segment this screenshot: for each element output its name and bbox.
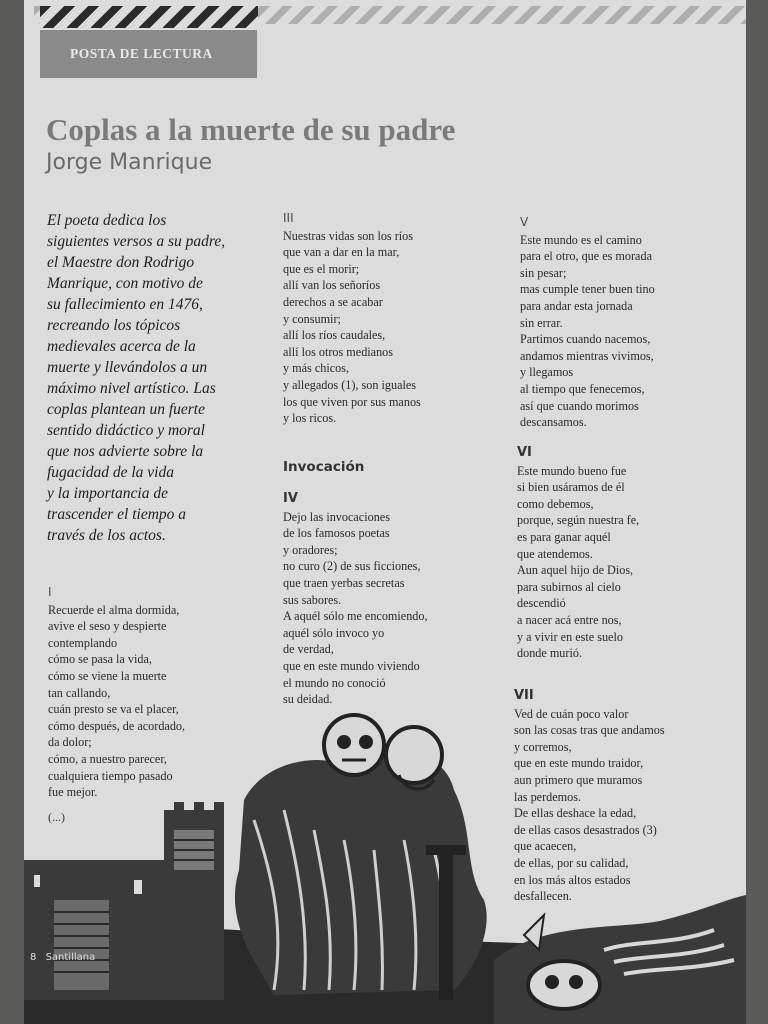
page-title: Coplas a la muerte de su padre bbox=[46, 112, 456, 147]
verse-line: los que viven por sus manos bbox=[283, 394, 421, 409]
verse-line: mas cumple tener buen tino bbox=[520, 282, 655, 297]
verse-line: así que cuando morimos bbox=[520, 398, 639, 413]
verse-line: sus sabores. bbox=[283, 592, 342, 607]
stanza-3 bbox=[283, 210, 421, 427]
verse-line: y corremos, bbox=[514, 739, 572, 754]
verse-line: es para ganar aquél bbox=[517, 529, 611, 544]
verse-line: aun primero que muramos bbox=[514, 772, 643, 787]
verse-line: su deidad. bbox=[283, 692, 333, 707]
intro-line: y la importancia de bbox=[47, 485, 168, 502]
verse-line: en los más altos estados bbox=[514, 872, 631, 887]
stanza-6 bbox=[517, 445, 639, 662]
intro-line: medievales acerca de la bbox=[47, 338, 196, 355]
verse-line: a nacer acá entre nos, bbox=[517, 612, 622, 627]
verse-line: las perdemos. bbox=[514, 789, 582, 804]
intro-line: trascender el tiempo a bbox=[47, 506, 187, 523]
book-page bbox=[24, 0, 746, 1024]
verse-line: de los famosos poetas bbox=[283, 526, 390, 541]
intro-line: coplas plantean un fuerte bbox=[47, 401, 205, 418]
verse-line: fue mejor. bbox=[48, 785, 98, 800]
castle-illustration bbox=[24, 802, 224, 1000]
verse-line: andamos mientras vivimos, bbox=[520, 348, 654, 363]
verse-line: como debemos, bbox=[517, 496, 594, 511]
verse-line: sin pesar; bbox=[520, 265, 567, 280]
verse-line: A aquél sólo me encomiendo, bbox=[283, 609, 428, 624]
verse-line: avive el seso y despierte bbox=[48, 619, 167, 634]
intro-line: fugacidad de la vida bbox=[47, 464, 174, 481]
stanza-5 bbox=[520, 214, 655, 431]
verse-line: cómo se pasa la vida, bbox=[48, 652, 152, 667]
publisher-name: Santillana bbox=[45, 952, 96, 963]
verse-line: que es el morir; bbox=[283, 261, 360, 276]
verse-line: da dolor; bbox=[48, 735, 92, 750]
stanza-number: III bbox=[283, 211, 294, 225]
header-stripes-dark bbox=[40, 6, 258, 28]
verse-line: Recuerde el alma dormida, bbox=[48, 602, 180, 617]
verse-line: al tiempo que fenecemos, bbox=[520, 381, 645, 396]
intro-line: máximo nivel artístico. Las bbox=[47, 380, 216, 397]
stanza-number: V bbox=[520, 215, 529, 229]
verse-line: y consumir; bbox=[283, 311, 341, 326]
ellipsis: (...) bbox=[48, 809, 65, 824]
verse-line: Este mundo es el camino bbox=[520, 232, 642, 247]
skeleton-illustration bbox=[494, 895, 746, 1024]
verse-line: y allegados (1), son iguales bbox=[283, 377, 417, 392]
verse-line: cómo, a nuestro parecer, bbox=[48, 751, 167, 766]
verse-line: y a vivir en este suelo bbox=[517, 629, 623, 644]
intro-text bbox=[47, 210, 267, 546]
verse-line: donde murió. bbox=[517, 646, 582, 661]
verse-line: descansamos. bbox=[520, 415, 587, 430]
death-figure-illustration bbox=[235, 715, 487, 1000]
danse-macabre-illustration bbox=[24, 700, 746, 1024]
verse-line: contemplando bbox=[48, 635, 118, 650]
verse-line: Ved de cuán poco valor bbox=[514, 706, 629, 721]
verse-line: y los ricos. bbox=[283, 411, 337, 426]
verse-line: y llegamos bbox=[520, 365, 574, 380]
verse-line: Aun aquel hijo de Dios, bbox=[517, 563, 634, 578]
intro-line: su fallecimiento en 1476, bbox=[47, 296, 203, 313]
intro-line: través de los actos. bbox=[47, 527, 166, 544]
verse-line: no curo (2) de sus ficciones, bbox=[283, 559, 421, 574]
verse-line: aquél sólo invoco yo bbox=[283, 625, 385, 640]
verse-line: para el otro, que es morada bbox=[520, 249, 652, 264]
verse-line: Este mundo bueno fue bbox=[517, 463, 627, 478]
stanza-number: IV bbox=[283, 491, 298, 506]
verse-line: son las cosas tras que andamos bbox=[514, 723, 665, 738]
verse-line: que acaecen, bbox=[514, 839, 577, 854]
verse-line: que traen yerbas secretas bbox=[283, 575, 405, 590]
verse-line: que atendemos. bbox=[517, 546, 593, 561]
verse-line: que en este mundo viviendo bbox=[283, 658, 420, 673]
verse-line: y oradores; bbox=[283, 542, 338, 557]
verse-line: descendió bbox=[517, 596, 566, 611]
verse-line: cómo después, de acordado, bbox=[48, 718, 186, 733]
verse-line: de ellas casos desastrados (3) bbox=[514, 822, 657, 837]
page-footer bbox=[30, 952, 95, 963]
section-tag: POSTA DE LECTURA bbox=[40, 30, 257, 78]
verse-line: Partimos cuando nacemos, bbox=[520, 332, 651, 347]
verse-line: desfallecen. bbox=[514, 889, 572, 904]
verse-line: para subirnos al cielo bbox=[517, 579, 621, 594]
verse-line: Nuestras vidas son los ríos bbox=[283, 228, 413, 243]
verse-line: allí los otros medianos bbox=[283, 344, 394, 359]
intro-line: que nos advierte sobre la bbox=[47, 443, 204, 460]
verse-line: y más chicos, bbox=[283, 361, 350, 376]
verse-line: de verdad, bbox=[283, 642, 334, 657]
intro-line: el Maestre don Rodrigo bbox=[47, 254, 195, 271]
verse-line: allí van los señoríos bbox=[283, 278, 381, 293]
verse-line: porque, según nuestra fe, bbox=[517, 513, 640, 528]
intro-line: recreando los tópicos bbox=[47, 317, 181, 334]
verse-line: allí los ríos caudales, bbox=[283, 328, 386, 343]
stanza-4 bbox=[283, 491, 428, 708]
verse-line: derechos a se acabar bbox=[283, 294, 383, 309]
intro-line: muerte y llevándolos a un bbox=[47, 359, 208, 376]
intro-line: sentido didáctico y moral bbox=[47, 422, 205, 439]
verse-line: que en este mundo traidor, bbox=[514, 756, 644, 771]
verse-line: cualquiera tiempo pasado bbox=[48, 768, 173, 783]
verse-line: de ellas, por su calidad, bbox=[514, 855, 629, 870]
stanza-number: VI bbox=[517, 445, 532, 460]
verse-line: sin errar. bbox=[520, 315, 563, 330]
stanza-number: I bbox=[48, 585, 52, 599]
author-name: Jorge Manrique bbox=[46, 150, 213, 175]
verse-line: si bien usáramos de él bbox=[517, 480, 625, 495]
verse-line: Dejo las invocaciones bbox=[283, 509, 390, 524]
verse-line: que van a dar en la mar, bbox=[283, 245, 400, 260]
verse-line: para andar esta jornada bbox=[520, 298, 633, 313]
verse-line: el mundo no conoció bbox=[283, 675, 386, 690]
intro-line: El poeta dedica los bbox=[47, 212, 167, 229]
verse-line: cómo se viene la muerte bbox=[48, 668, 167, 683]
intro-line: siguientes versos a su padre, bbox=[47, 233, 226, 250]
verse-line: tan callando, bbox=[48, 685, 111, 700]
verse-line: cuán presto se va el placer, bbox=[48, 702, 179, 717]
section-title: Invocación bbox=[283, 459, 365, 475]
page-number: 8 bbox=[30, 952, 37, 963]
stanza-number: VII bbox=[514, 688, 534, 703]
verse-line: De ellas deshace la edad, bbox=[514, 806, 637, 821]
intro-line: Manrique, con motivo de bbox=[47, 275, 203, 292]
